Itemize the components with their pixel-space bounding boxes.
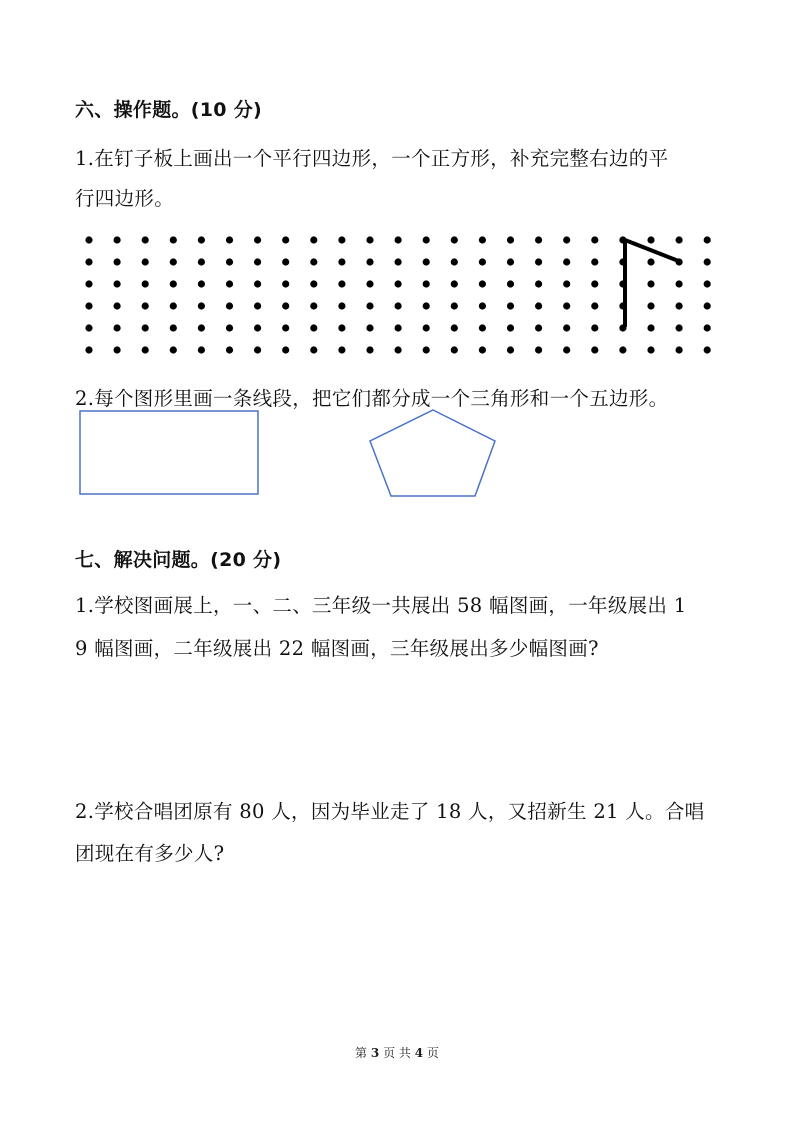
peg-dot	[451, 346, 458, 353]
peg-dot	[170, 280, 177, 287]
footer-total-pages: 4	[414, 1046, 424, 1060]
peg-dot	[198, 280, 205, 287]
peg-dot	[226, 346, 233, 353]
peg-dot	[226, 324, 233, 331]
peg-dot	[170, 258, 177, 265]
peg-dot	[451, 280, 458, 287]
peg-dot	[535, 258, 542, 265]
peg-dot	[563, 236, 570, 243]
peg-dot	[563, 346, 570, 353]
peg-dot	[395, 236, 402, 243]
peg-dot	[619, 346, 626, 353]
peg-dot	[423, 258, 430, 265]
peg-dot	[507, 258, 514, 265]
peg-dot	[198, 236, 205, 243]
peg-dot	[591, 258, 598, 265]
peg-dot	[366, 346, 373, 353]
peg-dot	[647, 346, 654, 353]
peg-dot	[226, 302, 233, 309]
peg-dot	[142, 280, 149, 287]
peg-dot	[451, 302, 458, 309]
peg-dot	[170, 324, 177, 331]
peg-dot	[310, 258, 317, 265]
peg-dot	[591, 324, 598, 331]
peg-dot	[338, 302, 345, 309]
peg-dot	[535, 346, 542, 353]
peg-dot	[254, 236, 261, 243]
peg-dot	[647, 280, 654, 287]
peg-dot	[114, 280, 121, 287]
peg-dot	[563, 280, 570, 287]
peg-dot	[479, 324, 486, 331]
peg-dot	[563, 302, 570, 309]
peg-dot	[647, 302, 654, 309]
peg-dot	[338, 258, 345, 265]
peg-dot	[170, 236, 177, 243]
peg-dot	[676, 302, 683, 309]
pentagon-shape	[370, 410, 495, 496]
peg-dot	[282, 302, 289, 309]
peg-dot	[142, 302, 149, 309]
peg-dot	[366, 302, 373, 309]
peg-dot	[85, 324, 92, 331]
peg-dot	[704, 324, 711, 331]
peg-dot	[451, 258, 458, 265]
peg-dot	[676, 324, 683, 331]
peg-dot	[226, 236, 233, 243]
peg-dot	[395, 302, 402, 309]
peg-dot	[282, 258, 289, 265]
peg-dot	[366, 258, 373, 265]
footer-pre: 第	[355, 1046, 368, 1060]
peg-dot	[170, 302, 177, 309]
s6-q2-text: 2.每个图形里画一条线段，把它们都分成一个三角形和一个五边形。	[75, 387, 669, 410]
peg-dot	[591, 236, 598, 243]
peg-dot	[198, 302, 205, 309]
peg-dot	[310, 346, 317, 353]
peg-dot	[114, 302, 121, 309]
s6-q1-text-line1: 1.在钉子板上画出一个平行四边形，一个正方形，补充完整右边的平	[75, 147, 669, 170]
peg-dot	[310, 280, 317, 287]
peg-dot	[114, 346, 121, 353]
s7-q2-text-line2: 团现在有多少人?	[75, 842, 225, 865]
footer-page-number: 3	[370, 1046, 380, 1060]
peg-dot	[563, 324, 570, 331]
peg-dot	[676, 280, 683, 287]
peg-dot	[507, 324, 514, 331]
peg-dot	[338, 236, 345, 243]
peg-dot	[254, 346, 261, 353]
peg-dot	[423, 346, 430, 353]
peg-dot	[395, 258, 402, 265]
peg-dot	[338, 280, 345, 287]
peg-dot	[114, 324, 121, 331]
peg-dot	[647, 236, 654, 243]
peg-dot	[170, 346, 177, 353]
peg-dot	[366, 324, 373, 331]
footer-mid: 页 共	[383, 1046, 411, 1060]
peg-dot	[366, 280, 373, 287]
peg-dot	[310, 324, 317, 331]
peg-dot	[395, 324, 402, 331]
peg-dot	[282, 346, 289, 353]
peg-dot	[395, 346, 402, 353]
s7-q1-text-line1: 1.学校图画展上，一、二、三年级一共展出 58 幅图画，一年级展出 1	[75, 594, 687, 617]
peg-dot	[535, 236, 542, 243]
peg-dot	[704, 258, 711, 265]
peg-dot	[423, 324, 430, 331]
peg-dot	[676, 236, 683, 243]
section-6-heading: 六、操作题。(10 分)	[75, 99, 263, 121]
peg-dot	[310, 236, 317, 243]
peg-dot	[226, 280, 233, 287]
peg-dot	[507, 346, 514, 353]
peg-dot	[704, 280, 711, 287]
peg-dot	[226, 258, 233, 265]
peg-dot	[451, 236, 458, 243]
peg-dot	[142, 346, 149, 353]
peg-board	[85, 236, 710, 353]
peg-dot	[142, 258, 149, 265]
peg-dot	[507, 236, 514, 243]
peg-dot	[479, 346, 486, 353]
peg-dot	[647, 324, 654, 331]
peg-dot	[676, 346, 683, 353]
peg-dot	[591, 346, 598, 353]
peg-dot	[395, 280, 402, 287]
peg-dot	[310, 302, 317, 309]
peg-dot	[114, 236, 121, 243]
peg-dot	[85, 302, 92, 309]
peg-dot	[366, 236, 373, 243]
peg-dot	[254, 280, 261, 287]
peg-dot	[198, 258, 205, 265]
peg-dot	[479, 302, 486, 309]
peg-dot	[479, 236, 486, 243]
peg-dot	[198, 346, 205, 353]
peg-dot	[704, 236, 711, 243]
peg-dot	[282, 280, 289, 287]
peg-dot	[591, 280, 598, 287]
peg-dot	[647, 258, 654, 265]
peg-dot	[254, 324, 261, 331]
s6-q1-text-line2: 行四边形。	[75, 187, 175, 210]
peg-dot	[114, 258, 121, 265]
peg-dot	[507, 302, 514, 309]
peg-dot	[338, 324, 345, 331]
peg-dot	[85, 258, 92, 265]
peg-dot	[142, 324, 149, 331]
peg-dot	[85, 346, 92, 353]
peg-dot	[282, 324, 289, 331]
peg-dot	[85, 280, 92, 287]
footer-post: 页	[426, 1046, 439, 1060]
peg-dot	[338, 346, 345, 353]
peg-dot	[535, 280, 542, 287]
section-7-heading: 七、解决问题。(20 分)	[75, 549, 282, 571]
peg-dot	[423, 236, 430, 243]
peg-dot	[479, 258, 486, 265]
page-footer	[0, 1044, 794, 1061]
peg-dot	[254, 302, 261, 309]
peg-dot	[423, 302, 430, 309]
peg-dot	[479, 280, 486, 287]
peg-dot	[142, 236, 149, 243]
peg-dot	[591, 302, 598, 309]
peg-dot	[85, 236, 92, 243]
peg-dot	[423, 280, 430, 287]
s7-q1-text-line2: 9 幅图画，二年级展出 22 幅图画，三年级展出多少幅图画?	[75, 637, 599, 660]
peg-dot	[704, 346, 711, 353]
peg-dot	[198, 324, 205, 331]
s7-q2-text-line1: 2.学校合唱团原有 80 人，因为毕业走了 18 人，又招新生 21 人。合唱	[75, 800, 705, 823]
peg-dot	[451, 324, 458, 331]
peg-dot	[563, 258, 570, 265]
peg-dot	[282, 236, 289, 243]
rectangle-shape	[80, 411, 258, 494]
peg-dot	[254, 258, 261, 265]
peg-dot	[507, 280, 514, 287]
peg-dot	[535, 302, 542, 309]
peg-dot	[535, 324, 542, 331]
peg-dot	[704, 302, 711, 309]
